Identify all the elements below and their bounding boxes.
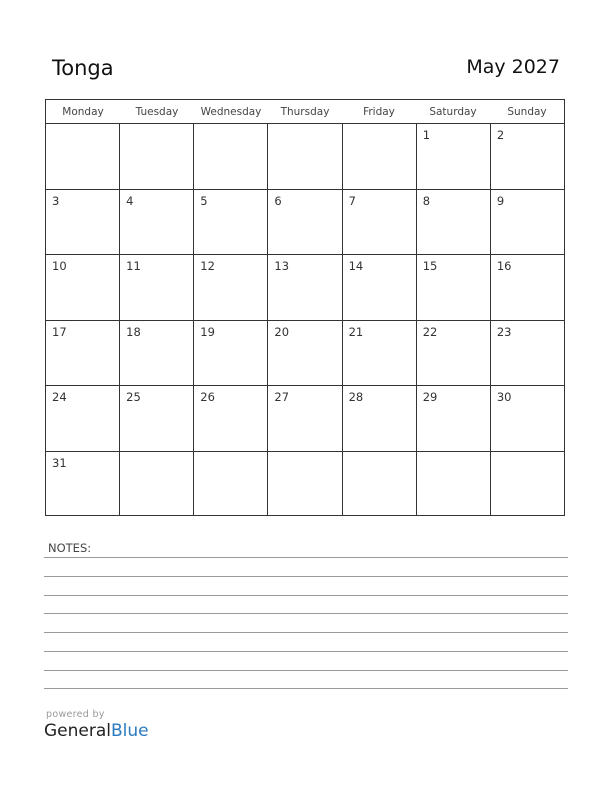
calendar-body [46,124,564,516]
day-cell [46,124,120,189]
day-cell [194,386,268,451]
day-cell [46,386,120,451]
day-number: 31 [52,455,67,470]
day-number: 18 [126,324,141,339]
day-cell [46,255,120,320]
day-number: 20 [274,324,290,339]
day-cell [268,255,342,320]
day-cell [491,255,564,320]
week-row [46,190,564,256]
day-cell [268,190,342,255]
day-cell [491,190,564,255]
day-cell [268,321,342,386]
weekday-monday: Monday [62,106,104,118]
day-cell [120,321,194,386]
brand-general: General [44,721,111,741]
day-cell [194,190,268,255]
weekday-tuesday: Tuesday [135,106,179,118]
day-number: 21 [348,324,364,339]
day-number: 24 [52,390,67,404]
day-number: 25 [126,390,141,404]
notes-line [44,688,568,689]
day-number: 23 [496,324,512,339]
week-row [46,452,564,517]
notes-line [44,670,568,671]
day-cell [417,190,491,255]
day-number: 29 [422,390,438,404]
day-cell [343,452,417,517]
day-number: 8 [422,193,431,208]
generalblue-logo [44,721,149,741]
week-row [46,124,564,190]
day-cell [343,124,417,189]
day-number: 16 [496,259,512,273]
weekday-saturday: Saturday [429,106,477,118]
day-cell [343,190,417,255]
day-cell [491,321,564,386]
day-cell [268,124,342,189]
day-cell [120,190,194,255]
notes-line [44,595,568,596]
weekday-sunday: Sunday [507,106,547,118]
day-cell [268,386,342,451]
notes-label: NOTES: [48,541,92,555]
day-cell [120,452,194,517]
day-cell [194,124,268,189]
day-cell [268,452,342,517]
day-cell [417,386,491,451]
notes-line [44,632,568,633]
notes-line [44,651,568,652]
day-cell [417,255,491,320]
day-number: 9 [496,193,505,208]
day-number: 28 [348,390,364,404]
day-cell [194,255,268,320]
day-number: 17 [52,324,67,339]
day-number: 19 [200,324,215,339]
day-number: 7 [348,193,356,208]
day-number: 15 [422,259,438,273]
notes-line [44,576,568,577]
day-cell [491,452,564,517]
weekday-thursday: Thursday [280,106,330,118]
weekday-friday: Friday [363,106,395,118]
day-cell [120,255,194,320]
week-row [46,321,564,387]
month-year-title: May 2027 [466,56,560,78]
day-cell [120,386,194,451]
day-cell [343,386,417,451]
day-number: 22 [422,324,438,339]
notes-line [44,557,568,558]
weekday-wednesday: Wednesday [200,106,262,118]
day-cell [417,452,491,517]
brand-blue: Blue [111,721,149,741]
day-number: 6 [274,193,282,208]
country-title: Tonga [52,56,114,80]
powered-by-text: powered by [46,709,105,720]
day-cell [120,124,194,189]
day-number: 14 [348,259,364,273]
day-cell [491,124,564,189]
day-cell [194,321,268,386]
day-number: 1 [422,128,431,142]
day-number: 11 [126,259,141,273]
day-number: 5 [200,193,208,208]
day-number: 12 [200,259,215,273]
day-number: 30 [496,390,512,404]
day-cell [491,386,564,451]
day-number: 13 [274,259,290,273]
day-number: 10 [52,259,67,273]
day-number: 3 [52,193,60,208]
weekday-header-row [46,100,564,124]
day-number: 4 [126,193,134,208]
day-cell [417,321,491,386]
day-cell [343,255,417,320]
day-cell [343,321,417,386]
day-cell [194,452,268,517]
day-number: 27 [274,390,290,404]
week-row [46,386,564,452]
day-number: 26 [200,390,215,404]
day-number: 2 [496,128,505,142]
day-cell [417,124,491,189]
day-cell [46,190,120,255]
week-row [46,255,564,321]
day-cell [46,321,120,386]
calendar-grid [45,99,565,516]
notes-line [44,613,568,614]
day-cell [46,452,120,517]
